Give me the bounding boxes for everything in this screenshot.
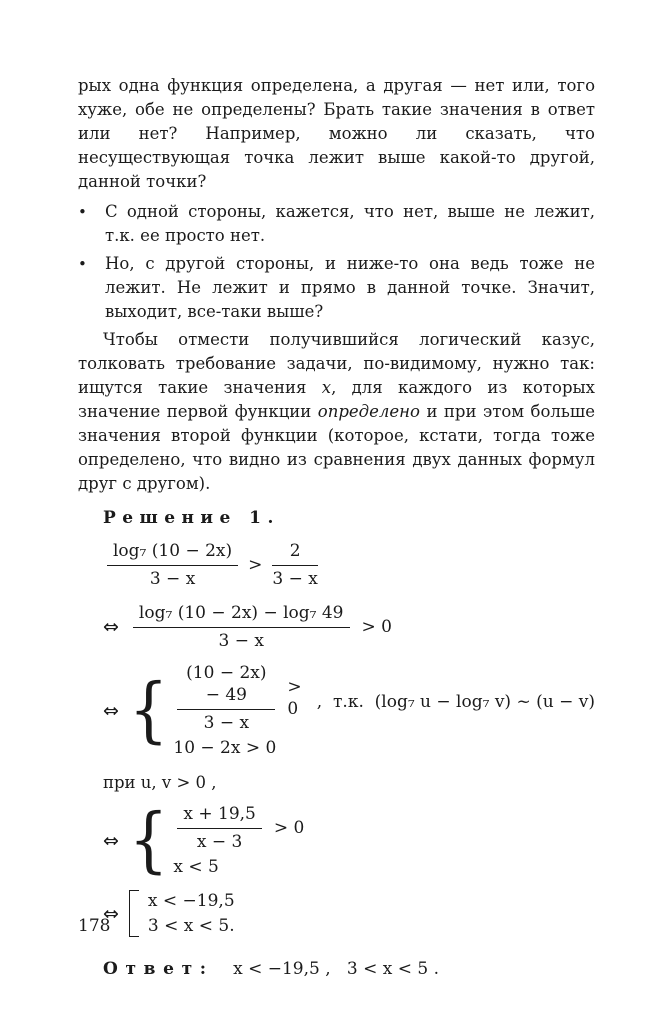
bullet-item-1 (78, 200, 595, 248)
equivalence-arrow-icon: ⇔ (103, 902, 119, 925)
system-cases (173, 803, 304, 878)
union-case-2: 3 < x < 5. (147, 916, 235, 936)
formula-step5 (103, 890, 595, 937)
fraction-denominator: 3 − x (218, 631, 264, 651)
curly-brace-icon: { (128, 667, 169, 752)
formula-step4 (103, 797, 595, 882)
relation-sign: > 0 (361, 617, 392, 637)
fraction-rhs (272, 540, 317, 590)
emphasized-word: определено (317, 402, 420, 421)
relation-sign: > 0 (287, 677, 302, 719)
answer-value: x < −19,5 , 3 < x < 5 . (233, 959, 439, 979)
fraction-denominator: 3 − x (149, 569, 196, 589)
square-bracket-icon (129, 890, 139, 937)
paragraph-discussion-part3: и при этом больше значения второй функции (которое, кстати, тогда тоже определено, что видно из сравнения двух данных формул друг с другом). (78, 402, 595, 493)
union-case-1: x < −19,5 (147, 891, 235, 911)
equivalence-arrow-icon: ⇔ (103, 829, 119, 852)
fraction-numerator: log₇ (10 − 2x) (107, 540, 238, 566)
fraction-numerator: 2 (272, 540, 317, 566)
fraction (177, 662, 275, 734)
condition-line: при u, v > 0 , (103, 773, 217, 792)
fraction-numerator: x + 19,5 (177, 803, 262, 829)
fraction-lhs (107, 540, 238, 590)
formula-step2 (103, 602, 595, 652)
system-of-conditions (128, 797, 305, 882)
relation-sign: > 0 (273, 818, 305, 838)
equivalence-arrow-icon: ⇔ (103, 616, 119, 638)
justification-note: , т.к. (log₇ u − log₇ v) ~ (u − v) (316, 691, 595, 712)
variable-x: x (321, 378, 332, 397)
curly-brace-icon: { (128, 797, 169, 882)
formula-step1 (103, 540, 595, 590)
bullet-icon: • (78, 203, 87, 221)
fraction-denominator: 3 − x (203, 713, 250, 733)
fraction (133, 602, 350, 652)
system-case-2: 10 − 2x > 0 (173, 738, 277, 758)
formula-step3 (103, 662, 595, 759)
system-cases (173, 662, 308, 759)
paragraph-discussion-part1: Чтобы отмести получившийся логический казус, толковать требование задачи, по-видимому, нужно так: ищутся такие значения (78, 330, 595, 397)
union-of-conditions (129, 890, 235, 937)
bullet-item-2 (78, 252, 595, 324)
fraction-numerator: log₇ (10 − 2x) − log₇ 49 (133, 602, 350, 628)
solution-heading: Решение 1. (103, 508, 280, 528)
relation-sign: > (248, 555, 263, 575)
system-case-1 (173, 662, 308, 734)
bullet-icon: • (78, 255, 87, 273)
answer-label: Ответ: (103, 959, 214, 979)
bullet-item-2-text: Но, с другой стороны, и ниже-то она ведь тоже не лежит. Не лежит и прямо в данной точке. Значит, выходит, все-таки выше? (105, 254, 595, 321)
answer-line (103, 957, 595, 981)
paragraph-continuation: рых одна функция определена, а другая — нет или, того хуже, обе не определены? Брать такие значения в ответ или нет? Например, можно ли сказать, что несуществующая точка лежит выше какой-то другой, данной точки? (78, 76, 595, 191)
fraction-denominator: x − 3 (196, 832, 243, 852)
page-number: 178 (78, 916, 111, 936)
paragraph-discussion (78, 328, 595, 496)
system-case-2: x < 5 (173, 857, 219, 877)
bullet-item-1-text: С одной стороны, кажется, что нет, выше не лежит, т.к. ее просто нет. (105, 202, 595, 245)
fraction-numerator: (10 − 2x) − 49 (177, 662, 275, 710)
system-of-conditions (129, 662, 309, 759)
union-cases (148, 890, 235, 937)
paragraph-discussion-part2: , для каждого из которых значение первой функции (78, 378, 595, 421)
page-content (78, 74, 595, 981)
equivalence-arrow-icon: ⇔ (103, 699, 119, 722)
fraction-denominator: 3 − x (272, 569, 318, 589)
fraction (177, 803, 262, 853)
system-case-1 (173, 803, 304, 853)
